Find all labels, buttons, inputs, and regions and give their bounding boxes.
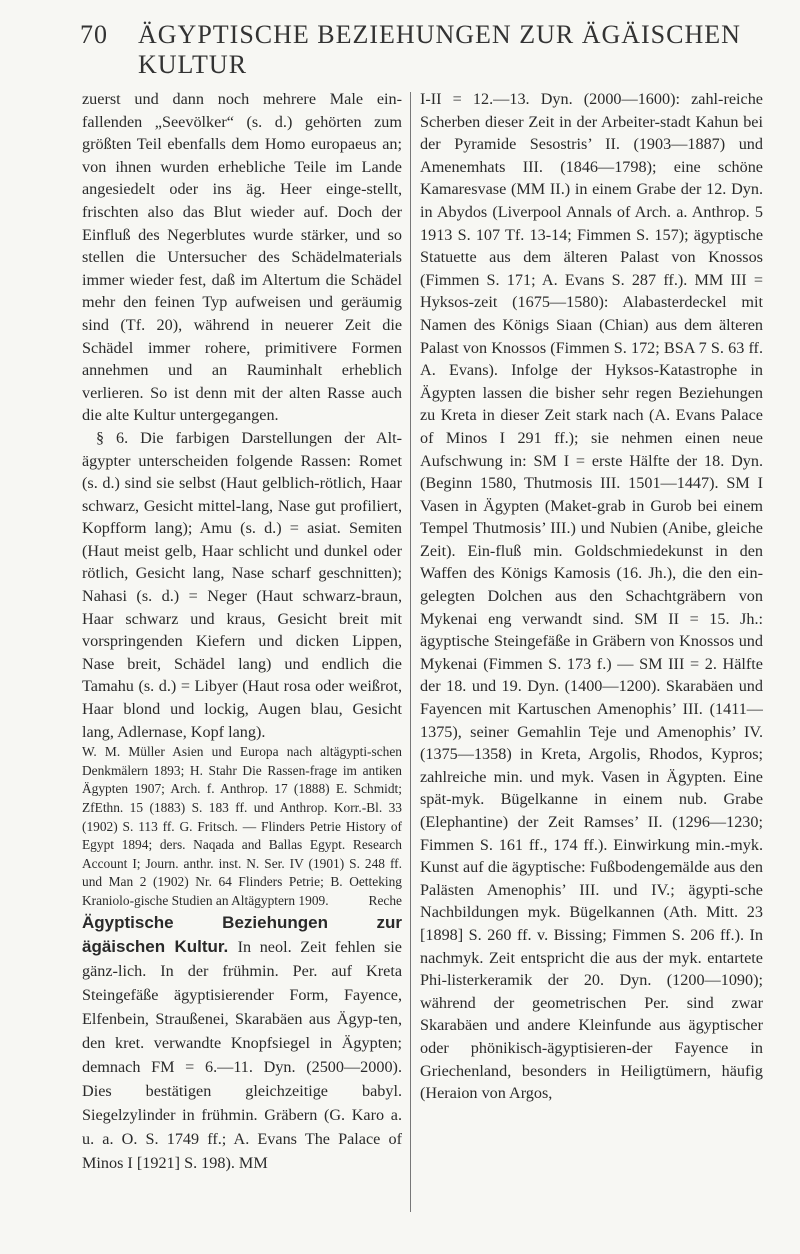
literature-references — [82, 743, 402, 910]
literature-text: W. M. Müller Asien und Europa nach altägypti-schen Denkmälern 1893; H. Stahr Die Rassen-frage im antiken Ägypten 1907; Arch. f. Anthrop. 17 (1888) E. Schmidt; ZfEthn. 15 (1883) S. 183 ff. und Anthrop. Korr.-Bl. 33 (1902) S. 113 ff. G. Fritsch. — Flinders Petrie History of Egypt 1894; ders. Naqada and Ballas Egypt. Research Account I; Journ. anthr. inst. N. Ser. IV (1901) S. 248 ff. und Man 2 (1902) Nr. 64 Flinders Petrie; B. Oetteking Kraniolo-gische Studien an Altägyptern 1909. — [82, 744, 402, 908]
paragraph-continuation: zuerst und dann noch mehrere Male ein-fallenden „Seevölker“ (s. d.) gehörten zum größten Teil ebenfalls dem Homo europaeus an; von ihnen wurden erhebliche Teile im Lande angesiedelt oder ins äg. Heer einge-stellt, frischten also das Blut wieder auf. Doch der Einfluß des Negerblutes wurde stärker, und so stellen die Untersucher des Schädelmaterials immer wieder fest, daß im Altertum die Schädel mehr den feinen Typ aufweisen und geräumig sind (Tf. 20), während in neuerer Zeit die Schädel immer rohere, primitivere Formen annehmen und an Rauminhalt erheblich verlieren. So ist denn mit der alten Rasse auch die alte Kultur untergegangen. — [82, 90, 402, 425]
right-column — [420, 88, 763, 1238]
left-column — [82, 88, 402, 1238]
page-number: 70 — [80, 20, 108, 49]
article-heading: Ägyptische Beziehungen zur ägäischen Kultur. — [82, 912, 402, 956]
article-text-start: In neol. Zeit fehlen sie gänz-lich. In der frühmin. Per. auf Kreta Steingefäße ägyptisierender Form, Fayence, Elfenbein, Straußenei, Skarabäen aus Ägyp-ten, den kret. verwandte Knopfsiegel in Ägypten; demnach FM = 6.—11. Dyn. (2500—2000). Dies bestätigen gleichzeitige babyl. Siegelzylinder in frühmin. Gräbern (G. Karo a. u. a. O. S. 1749 ff.; A. Evans The Palace of Minos I [1921] S. 198). MM — [82, 937, 402, 1172]
paragraph-section-6: § 6. Die farbigen Darstellungen der Alt-ägypter unterscheiden folgende Rassen: Romet (s. d.) sind sie selbst (Haut gelblich-rötlich, Haar schwarz, Gesicht mittel-lang, Nase gut profiliert, Kopfform lang); Amu (s. d.) = asiat. Semiten (Haut meist gelb, Haar schlicht und dunkel oder rötlich, Gesicht lang, Nase scharf geschnitten); Nahasi (s. d.) = Neger (Haut schwarz-braun, Haar schwarz und kraus, Gesicht breit mit vorspringenden Kiefern und dicken Lippen, Nase breit, Schädel lang) und endlich die Tamahu (s. d.) = Libyer (Haut rosa oder weißrot, Haar blond und lockig, Augen blau, Gesicht lang, Adlernase, Kopf lang). — [82, 428, 402, 741]
running-title: ÄGYPTISCHE BEZIEHUNGEN ZUR ÄGÄISCHEN KULTUR — [138, 20, 741, 79]
article-entry — [82, 911, 402, 1175]
paragraph-right: I-II = 12.—13. Dyn. (2000—1600): zahl-reiche Scherben dieser Zeit in der Arbeiter-stadt Kahun bei der Pyramide Sesostris’ II. (1903—1887) und Amenemhats III. (1846—1798); eine schöne Kamaresvase (MM II.) in einem Grabe der 12. Dyn. in Abydos (Liverpool Annals of Arch. a. Anthrop. 5 1913 S. 107 Tf. 13-14; Fimmen S. 157); ägyptische Statuette aus dem älteren Palast von Knossos (Fimmen S. 171; A. Evans S. 287 ff.). MM III = Hyksos-zeit (1675—1580): Alabasterdeckel mit Namen des Königs Siaan (Chian) aus dem älteren Palast von Knossos (Fimmen S. 172; BSA 7 S. 63 ff. A. Evans). Infolge der Hyksos-Katastrophe in Ägypten lassen die bisher sehr regen Beziehungen zu Kreta in dieser Zeit stark nach (A. Evans Palace of Minos I 291 ff.); sie nehmen einen neue Aufschwung in: SM I = erste Hälfte der 18. Dyn. (Beginn 1580, Thutmosis III. 1501—1447). SM I Vasen in Ägypten (Maket-grab in Gurob bei einem Tempel Thutmosis’ III.) und Nubien (Anibe, gleiche Zeit). Ein-fluß min. Goldschmiedekunst in den Waffen des Königs Kamosis (16. Jh.), die den ein-gelegten Dolchen aus den Schachtgräbern von Mykenai eng verwandt sind. SM II = 15. Jh.: ägyptische Steingefäße in Gräbern von Knossos und Mykenai (Fimmen S. 173 f.) — SM III = 2. Hälfte der 18. und 19. Dyn. (1400—1200). Skarabäen und Fayencen mit Kartuschen Amenophis’ III. (1411—1375), seiner Gemahlin Teje und Amenophis’ IV. (1375—1358) in Kreta, Argolis, Rhodos, Kypros; zahlreiche min. und myk. Vasen in Ägypten. Eine spät-myk. Bügelkanne in einem nub. Grabe (Elephantine) der Zeit Ramses’ II. (1296—1230; Fimmen S. 161 ff., 174 ff.). Einwirkung min.-myk. Kunst auf die ägyptische: Fußbodengemälde aus den Palästen Amenophis’ III. und IV.; ägypti-sche Nachbildungen myk. Bügelkannen (Ath. Mitt. 23 [1898] S. 260 ff. v. Bissing; Fimmen S. 206 ff.). In nachmyk. Zeit entspricht die aus der myk. entartete Phi-listerkeramik der 20. Dyn. (1200—1090); während der geometrischen Per. sind zwar Skarabäen und andere Kleinfunde aus ägyptischer oder phönikisch-ägyptisieren-der Fayence in Griechenland, besonders in Heiligtümern, häufig (Heraion von Argos, — [420, 90, 763, 1103]
author-signature: Reche — [368, 892, 402, 908]
page-header — [80, 14, 770, 79]
column-divider — [410, 92, 411, 1212]
